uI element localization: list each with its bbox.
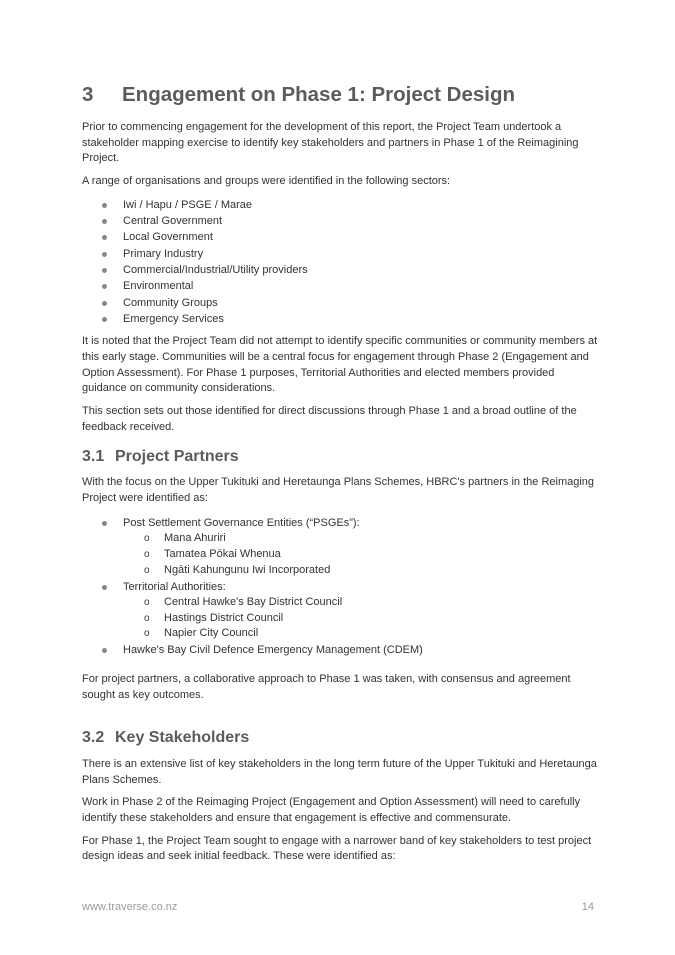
page-number: 14 bbox=[581, 901, 594, 913]
sublist-item: o Tamatea Pōkai Whenua bbox=[124, 547, 602, 563]
list-item: Emergency Services bbox=[82, 311, 602, 327]
page-content bbox=[82, 82, 602, 865]
psge-sublist bbox=[123, 531, 602, 578]
sublist-item: o Mana Ahuriri bbox=[124, 531, 602, 547]
list-item bbox=[82, 515, 602, 579]
sublist-item: o Hastings District Council bbox=[124, 611, 602, 627]
section-3-heading bbox=[82, 82, 602, 108]
sublist-item: o Ngāti Kahungunu Iwi Incorporated bbox=[124, 563, 602, 579]
section-3-paragraph-3: It is noted that the Project Team did not attempt to identify specific communities or community members at this early stage. Communities will be a central focus for engagement through Phase 2 (Engagement and Option Assessment). For Phase 1 purposes, Territorial Authorities and elected members provided guidance on community considerations. bbox=[82, 335, 598, 395]
list-item: Central Government bbox=[82, 213, 602, 229]
sublist-item: o Napier City Council bbox=[124, 626, 602, 642]
list-item: Primary Industry bbox=[82, 246, 602, 262]
ta-sublist bbox=[123, 595, 602, 642]
list-item bbox=[82, 579, 602, 643]
section-3-1-outro: For project partners, a collaborative approach to Phase 1 was taken, with consensus and agreement sought as key outcomes. bbox=[82, 673, 571, 702]
list-item: Local Government bbox=[82, 229, 602, 245]
ta-label: Territorial Authorities: bbox=[123, 580, 226, 593]
section-3-number: 3 bbox=[82, 83, 94, 106]
section-3-title: Engagement on Phase 1: Project Design bbox=[122, 83, 516, 106]
section-3-1-title: Project Partners bbox=[115, 448, 239, 466]
list-item: Iwi / Hapu / PSGE / Marae bbox=[82, 197, 602, 213]
section-3-1-intro: With the focus on the Upper Tukituki and Heretaunga Plans Schemes, HBRC's partners in the Reimaging Project were identified as: bbox=[82, 476, 595, 505]
section-3-2-paragraph-2: Work in Phase 2 of the Reimaging Project (Engagement and Option Assessment) will need to carefully identify these stakeholders and ensure that engagement is effective and commensurate. bbox=[82, 796, 581, 824]
list-item: Community Groups bbox=[82, 295, 602, 311]
section-3-1-heading bbox=[82, 447, 602, 467]
sector-list bbox=[82, 197, 602, 327]
section-3-2-paragraph-1: There is an extensive list of key stakeholders in the long term future of the Upper Tukituki and Heretaunga Plans Schemes. bbox=[82, 757, 597, 786]
section-3-paragraph-2: A range of organisations and groups were identified in the following sectors: bbox=[82, 175, 451, 188]
section-3-1-number: 3.1 bbox=[82, 448, 105, 466]
list-item: Commercial/Industrial/Utility providers bbox=[82, 262, 602, 278]
section-3-paragraph-4: This section sets out those identified for direct discussions through Phase 1 and a broad outline of the feedback received. bbox=[82, 405, 577, 433]
section-3-2-title: Key Stakeholders bbox=[115, 728, 250, 746]
section-3-2-paragraph-3: For Phase 1, the Project Team sought to engage with a narrower band of key stakeholders to test project design ideas and seek initial feedback. These were identified as: bbox=[82, 834, 592, 863]
section-3-2-number: 3.2 bbox=[82, 728, 105, 746]
partner-list bbox=[82, 515, 602, 659]
sublist-item: o Central Hawke's Bay District Council bbox=[124, 595, 602, 611]
psge-label: Post Settlement Governance Entities (“PSGEs”): bbox=[123, 516, 360, 529]
section-3-2-heading bbox=[82, 728, 602, 748]
section-3-paragraph-1: Prior to commencing engagement for the development of this report, the Project Team undertook a stakeholder mapping exercise to identify key stakeholders and partners in Phase 1 of the Reimagining Project. bbox=[82, 121, 579, 165]
list-item: Hawke's Bay Civil Defence Emergency Management (CDEM) bbox=[82, 642, 602, 658]
footer-url[interactable]: www.traverse.co.nz bbox=[82, 901, 178, 913]
list-item: Environmental bbox=[82, 278, 602, 294]
